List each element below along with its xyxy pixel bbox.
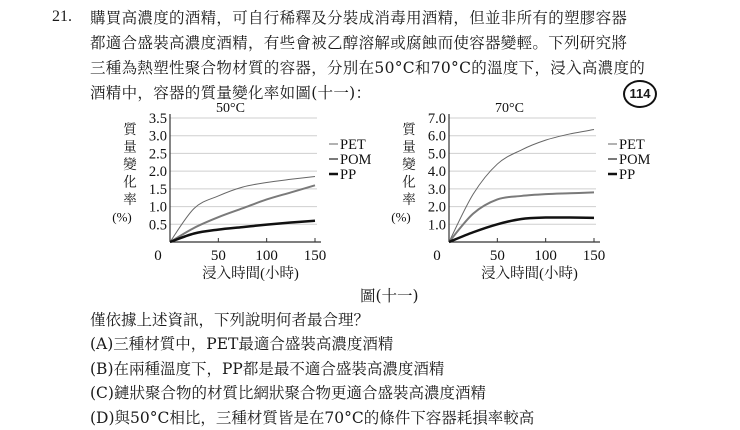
y-axis-label-char: (%) [112, 210, 132, 225]
chart-title: 70°C [495, 101, 524, 116]
y-tick-label: 2.5 [149, 146, 167, 162]
series-line-pp [449, 217, 594, 242]
x-axis-label: 浸入時間(小時) [481, 265, 578, 281]
x-tick-label: 150 [583, 248, 606, 264]
legend-label: POM [340, 152, 372, 168]
y-tick-label: 1.0 [149, 200, 167, 216]
y-axis-label-char: 化 [402, 175, 416, 190]
x-tick-label: 150 [304, 248, 327, 264]
y-axis-label-char: 率 [123, 192, 137, 207]
question-prompt: 僅依據上述資訊，下列說明何者最合理？ [90, 308, 369, 332]
y-axis-label-char: 變 [401, 157, 416, 172]
chart-50c [110, 96, 380, 281]
y-axis-label-char: 質 [402, 122, 416, 137]
y-tick-label: 3.0 [428, 182, 446, 198]
chart-title: 50°C [216, 101, 245, 116]
x-tick-label: 0 [154, 248, 162, 264]
option-a[interactable]: (A)三種材質中，PET最適合盛裝高濃度酒精 [90, 332, 534, 357]
answer-options [90, 332, 534, 430]
x-tick-label: 100 [255, 248, 278, 264]
y-axis-label-char: 質 [123, 122, 137, 137]
x-axis-label: 浸入時間(小時) [202, 265, 299, 281]
figure-caption: 圖(十一) [360, 284, 419, 306]
y-axis-label-char: 量 [123, 140, 137, 155]
question-number: 21. [52, 8, 72, 26]
legend-label: PET [340, 137, 366, 153]
chart-70c [389, 96, 659, 281]
y-tick-label: 2.0 [428, 200, 446, 216]
y-tick-label: 3.0 [149, 129, 167, 145]
y-tick-label: 1.5 [149, 182, 167, 198]
y-axis-label-char: 化 [123, 175, 137, 190]
x-tick-label: 50 [211, 248, 226, 264]
stem-line: 都適合盛裝高濃度酒精，有些會被乙醇溶解或腐蝕而使容器變輕。下列研究將 [90, 31, 710, 56]
y-axis-label-char: 率 [402, 192, 416, 207]
y-tick-label: 5.0 [428, 146, 446, 162]
series-line-pet [449, 130, 594, 242]
y-axis-label-char: (%) [391, 210, 411, 225]
legend-label: PP [619, 167, 635, 183]
y-axis-label-char: 量 [402, 140, 416, 155]
legend-label: PP [340, 167, 356, 183]
option-b[interactable]: (B)在兩種溫度下，PP都是最不適合盛裝高濃度酒精 [90, 357, 534, 382]
y-tick-label: 4.0 [428, 164, 446, 180]
y-tick-label: 2.0 [149, 164, 167, 180]
y-tick-label: 3.5 [149, 111, 167, 127]
y-tick-label: 0.5 [149, 217, 167, 233]
x-tick-label: 0 [433, 248, 441, 264]
stem-line: 酒精中，容器的質量變化率如圖(十一)： [90, 81, 710, 106]
y-tick-label: 1.0 [428, 217, 446, 233]
legend-label: POM [619, 152, 651, 168]
y-tick-label: 7.0 [428, 111, 446, 127]
x-tick-label: 50 [490, 248, 505, 264]
x-tick-label: 100 [534, 248, 557, 264]
legend-label: PET [619, 137, 645, 153]
stem-line: 三種為熱塑性聚合物材質的容器，分別在50°C和70°C的溫度下，浸入高濃度的 [90, 56, 710, 81]
option-c[interactable]: (C)鏈狀聚合物的材質比網狀聚合物更適合盛裝高濃度酒精 [90, 381, 534, 406]
option-d[interactable]: (D)與50°C相比，三種材質皆是在70°C的條件下容器耗損率較高 [90, 406, 534, 430]
y-axis-label-char: 變 [122, 157, 137, 172]
handwritten-circled-number: 114 [623, 80, 657, 108]
question-stem [90, 6, 710, 106]
stem-line: 購買高濃度的酒精，可自行稀釋及分裝成消毒用酒精，但並非所有的塑膠容器 [90, 6, 710, 31]
y-tick-label: 6.0 [428, 129, 446, 145]
